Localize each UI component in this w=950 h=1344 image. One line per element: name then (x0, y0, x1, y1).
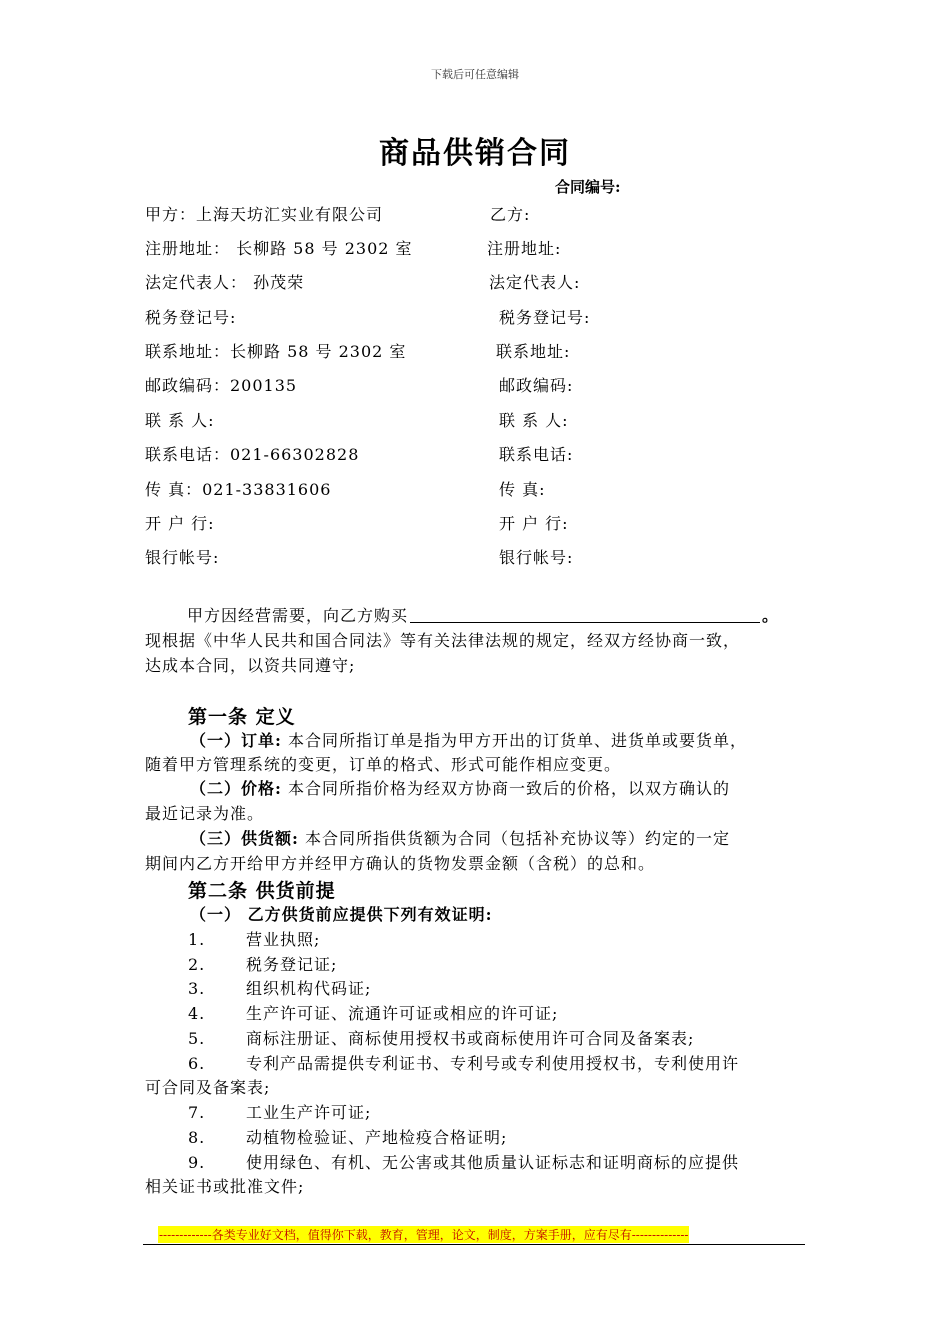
article-1-item-1 (190, 729, 747, 753)
list-item (188, 1002, 558, 1026)
list-item (188, 953, 337, 977)
document-title: 商品供销合同 (379, 136, 571, 171)
list-text: 工业生产许可证; (246, 1103, 372, 1122)
party-a-tax-no: 税务登记号: (145, 308, 237, 327)
item-label: （三）供货额: (190, 829, 299, 848)
item-label: （二）价格: (190, 779, 282, 798)
intro-line-1-text: 甲方因经营需要，向乙方购买 (187, 606, 409, 625)
article-2-subheading: （一） 乙方供货前应提供下列有效证明: (190, 905, 493, 924)
list-text: 生产许可证、流通许可证或相应的许可证; (246, 1004, 559, 1023)
list-item-cont: 可合同及备案表; (145, 1078, 271, 1097)
article-2-heading: 第二条 供货前提 (188, 880, 336, 902)
party-b-reg-address: 注册地址: (487, 239, 562, 258)
item-text: 本合同所指价格为经双方协商一致后的价格，以双方确认的 (288, 779, 731, 798)
purchase-blank (410, 606, 760, 623)
party-b-fax: 传 真: (499, 480, 546, 499)
intro-line-1-end: 。 (762, 606, 780, 625)
party-b-tax-no: 税务登记号: (499, 308, 591, 327)
list-item (188, 1052, 739, 1076)
list-text: 专利产品需提供专利证书、专利号或专利使用授权书，专利使用许 (246, 1054, 740, 1073)
list-num: 7. (188, 1103, 206, 1122)
list-text: 动植物检验证、产地检疫合格证明; (246, 1128, 508, 1147)
list-num: 4. (188, 1004, 206, 1023)
party-a-account: 银行帐号: (145, 548, 220, 567)
party-a-name: 甲方：上海天坊汇实业有限公司 (145, 205, 384, 224)
list-text: 使用绿色、有机、无公害或其他质量认证标志和证明商标的应提供 (246, 1153, 740, 1172)
intro-line-1 (187, 604, 779, 628)
list-num: 9. (188, 1153, 206, 1172)
article-1-item-2-cont: 最近记录为准。 (145, 804, 265, 823)
item-label: （一）订单: (190, 731, 282, 750)
party-b-postcode: 邮政编码: (499, 376, 574, 395)
list-num: 5. (188, 1029, 206, 1048)
party-b-contact-person: 联 系 人: (499, 411, 569, 430)
intro-line-2: 现根据《中华人民共和国合同法》等有关法律法规的规定，经双方经协商一致， (145, 631, 741, 650)
party-a-bank: 开 户 行: (145, 514, 215, 533)
list-text: 商标注册证、商标使用授权书或商标使用许可合同及备案表; (246, 1029, 695, 1048)
list-num: 1. (188, 930, 206, 949)
contract-number-label: 合同编号: (555, 178, 621, 196)
list-text: 营业执照; (246, 930, 321, 949)
list-num: 2. (188, 955, 206, 974)
party-b-phone: 联系电话: (499, 445, 574, 464)
party-b-contact-address: 联系地址: (496, 342, 571, 361)
list-text: 税务登记证; (246, 955, 338, 974)
intro-line-3: 达成本合同，以资共同遵守; (145, 656, 356, 675)
list-num: 6. (188, 1054, 206, 1073)
list-num: 3. (188, 979, 206, 998)
article-1-item-1-cont: 随着甲方管理系统的变更，订单的格式、形式可能作相应变更。 (145, 755, 622, 774)
item-text: 本合同所指订单是指为甲方开出的订货单、进货单或要货单， (288, 731, 748, 750)
footer-divider (143, 1244, 805, 1245)
list-item (188, 1027, 694, 1051)
article-1-item-3-cont: 期间内乙方开给甲方并经甲方确认的货物发票金额（含税）的总和。 (145, 854, 656, 873)
list-num: 8. (188, 1128, 206, 1147)
footer-banner: -------------各类专业好文档，值得你下载，教育，管理，论文，制度，方案手册，应有尽有-------------- (159, 1228, 689, 1242)
article-1-item-2 (190, 777, 730, 801)
list-item (188, 1126, 507, 1150)
party-a-legal-rep: 法定代表人： 孙茂荣 (145, 273, 305, 292)
article-1-heading: 第一条 定义 (188, 706, 296, 728)
article-1-item-3 (190, 827, 730, 851)
party-a-reg-address: 注册地址： 长柳路 58 号 2302 室 (145, 239, 413, 258)
list-item-cont: 相关证书或批准文件; (145, 1177, 305, 1196)
list-text: 组织机构代码证; (246, 979, 372, 998)
header-note: 下载后可任意编辑 (431, 68, 519, 81)
list-item (188, 977, 371, 1001)
party-b-account: 银行帐号: (499, 548, 574, 567)
list-item (188, 1151, 739, 1175)
list-item (188, 928, 320, 952)
party-b-legal-rep: 法定代表人: (489, 273, 581, 292)
party-a-contact-person: 联 系 人: (145, 411, 215, 430)
party-b-name: 乙方: (490, 205, 531, 224)
list-item (188, 1101, 371, 1125)
party-a-phone: 联系电话：021-66302828 (145, 445, 360, 464)
party-a-postcode: 邮政编码：200135 (145, 376, 298, 395)
party-a-fax: 传 真：021-33831606 (145, 480, 332, 499)
party-b-bank: 开 户 行: (499, 514, 569, 533)
party-a-contact-address: 联系地址：长柳路 58 号 2302 室 (145, 342, 407, 361)
item-text: 本合同所指供货额为合同（包括补充协议等）约定的一定 (305, 829, 731, 848)
